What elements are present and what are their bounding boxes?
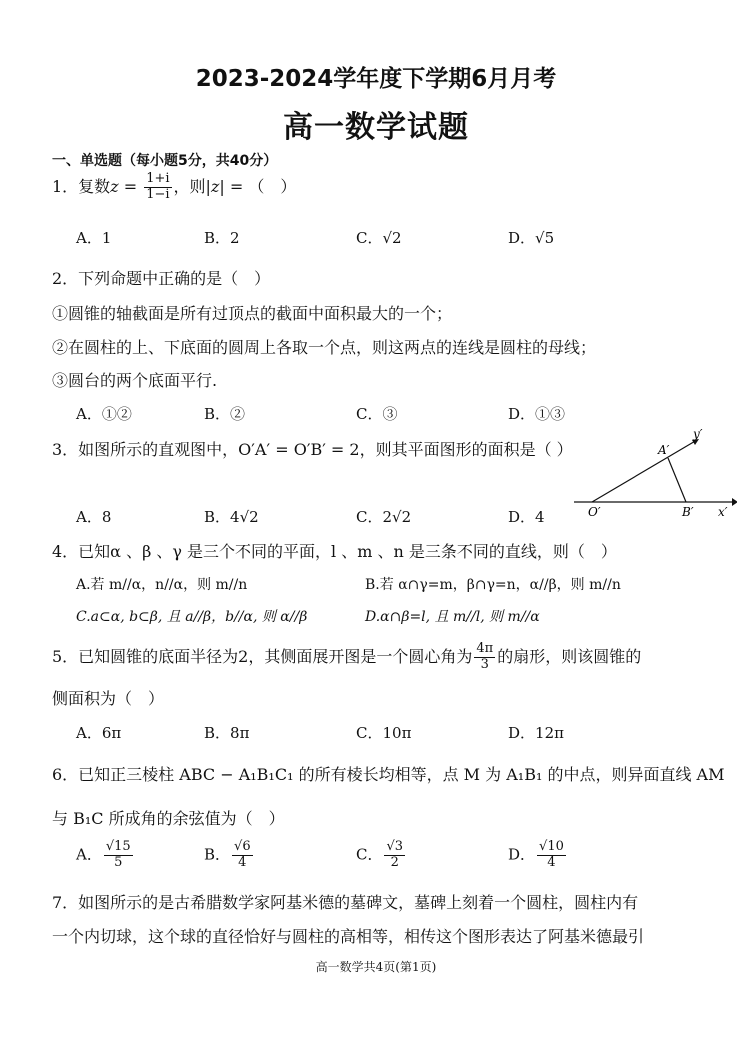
page-footer: 高一数学共4页(第1页) — [315, 960, 437, 974]
question-5-stem — [52, 642, 641, 673]
q6-option-d-fraction — [537, 840, 566, 871]
q6-option-a-fraction — [104, 840, 133, 871]
q1-option-c: C．√2 — [356, 229, 402, 247]
q6-option-d-label: D． — [508, 845, 536, 864]
q6-option-c-num: √3 — [386, 839, 404, 854]
q6-option-b-label: B． — [204, 845, 231, 864]
q6-option-c-label: C． — [356, 845, 383, 864]
q6-option-c — [356, 840, 407, 871]
q1-suffix: = （ ） — [224, 176, 297, 196]
q5-option-a: A．6π — [76, 724, 122, 742]
question-1-stem — [52, 172, 296, 203]
q6-option-d-den: 4 — [547, 854, 556, 870]
exam-subtitle: 高一数学试题 — [283, 110, 469, 145]
q1-fraction — [144, 172, 171, 203]
q5-option-b: B．8π — [204, 724, 250, 742]
q1-option-a: A．1 — [76, 229, 112, 247]
q3-option-a: A．8 — [76, 508, 112, 526]
q6-option-c-fraction — [384, 840, 405, 871]
section-heading: 一、单选题（每小题5分，共40分） — [52, 153, 278, 169]
q1-denominator: 1−i — [146, 186, 170, 202]
q1-option-d: D．√5 — [508, 229, 555, 247]
q4-option-d: D.α∩β=l, 且 m//l, 则 m//α — [365, 609, 540, 625]
q1-z: z — [110, 176, 119, 196]
q5-numerator: 4π — [476, 641, 494, 656]
exam-title: 2023-2024学年度下学期6月月考 — [195, 66, 557, 92]
label-x-prime: x′ — [718, 505, 728, 519]
label-o-prime: O′ — [588, 505, 601, 519]
q6-option-c-den: 2 — [390, 854, 399, 870]
x-axis-arrow — [732, 498, 737, 506]
q2-option-b: B．② — [204, 405, 246, 423]
q2-option-d: D．①③ — [508, 405, 566, 423]
q5-stem-a: 5．已知圆锥的底面半径为2，其侧面展开图是一个圆心角为 — [52, 646, 473, 666]
question-4-stem: 4．已知α 、β 、γ 是三个不同的平面，l 、m 、n 是三条不同的直线，则（ ） — [52, 542, 617, 561]
q5-stem-b: 的扇形，则该圆锥的 — [497, 646, 642, 666]
q1-prefix: 1．复数 — [52, 176, 111, 196]
q6-option-b-fraction — [232, 840, 253, 871]
q4-option-a: A.若 m//α，n//α，则 m//n — [76, 577, 248, 593]
q1-option-b: B．2 — [204, 229, 240, 247]
q3-option-b: B．4√2 — [204, 508, 259, 526]
q6-option-a-num: √15 — [105, 839, 131, 854]
q3-option-d: D．4 — [508, 508, 545, 526]
question-7-line-1: 7．如图所示的是古希腊数学家阿基米德的墓碑文，墓碑上刻着一个圆柱，圆柱内有 — [52, 893, 639, 912]
label-y-prime: y′ — [693, 428, 703, 441]
q5-fraction — [474, 642, 495, 673]
oblique-view-figure — [572, 428, 737, 520]
q2-statement-2: ②在圆柱的上、下底面的圆周上各取一个点，则这两点的连线是圆柱的母线； — [52, 338, 597, 357]
q6-option-d — [508, 840, 568, 871]
q6-option-d-num: √10 — [539, 839, 564, 854]
q1-abs: |z| — [205, 176, 225, 196]
question-3-stem: 3．如图所示的直观图中，O′A′ = O′B′ = 2，则其平面图形的面积是（ ） — [52, 440, 573, 459]
label-b-prime: B′ — [682, 505, 694, 519]
q6-option-a-den: 5 — [114, 854, 123, 870]
q2-statement-1: ①圆锥的轴截面是所有过顶点的截面中面积最大的一个； — [52, 304, 453, 323]
q6-option-b-den: 4 — [238, 854, 247, 870]
q6-option-a — [76, 840, 135, 871]
q1-eq: = — [118, 176, 143, 196]
q5-option-c: C．10π — [356, 724, 412, 742]
label-a-prime: A′ — [658, 443, 670, 457]
q5-denominator: 3 — [480, 656, 489, 672]
q6-option-b-num: √6 — [234, 839, 251, 854]
q5-stem-c: 侧面积为（ ） — [52, 689, 165, 708]
q1-mid: ，则 — [173, 176, 206, 196]
question-6-stem-b: 与 B₁C 所成角的余弦值为（ ） — [52, 809, 285, 828]
q3-option-c: C．2√2 — [356, 508, 412, 526]
q6-option-a-label: A． — [76, 845, 102, 864]
q4-option-b: B.若 α∩γ=m，β∩γ=n，α//β，则 m//n — [365, 577, 621, 593]
question-7-line-2: 一个内切球，这个球的直径恰好与圆柱的高相等，相传这个图形表达了阿基米德最引 — [52, 927, 645, 946]
y-axis-line — [592, 440, 697, 502]
q5-option-d: D．12π — [508, 724, 564, 742]
question-6-stem: 6．已知正三棱柱 ABC − A₁B₁C₁ 的所有棱长均相等，点 M 为 A₁B₁ 的中点，则异面直线 AM — [52, 765, 725, 784]
q2-option-c: C．③ — [356, 405, 398, 423]
q2-option-a: A．①② — [76, 405, 132, 423]
q1-numerator: 1+i — [146, 171, 170, 186]
question-2-stem: 2．下列命题中正确的是（ ） — [52, 269, 271, 288]
q2-statement-3: ③圆台的两个底面平行. — [52, 371, 218, 390]
q6-option-b — [204, 840, 255, 871]
q4-option-c: C.a⊂α, b⊂β, 且 a//β，b//α, 则 α//β — [76, 609, 308, 625]
segment-ab — [668, 458, 686, 502]
